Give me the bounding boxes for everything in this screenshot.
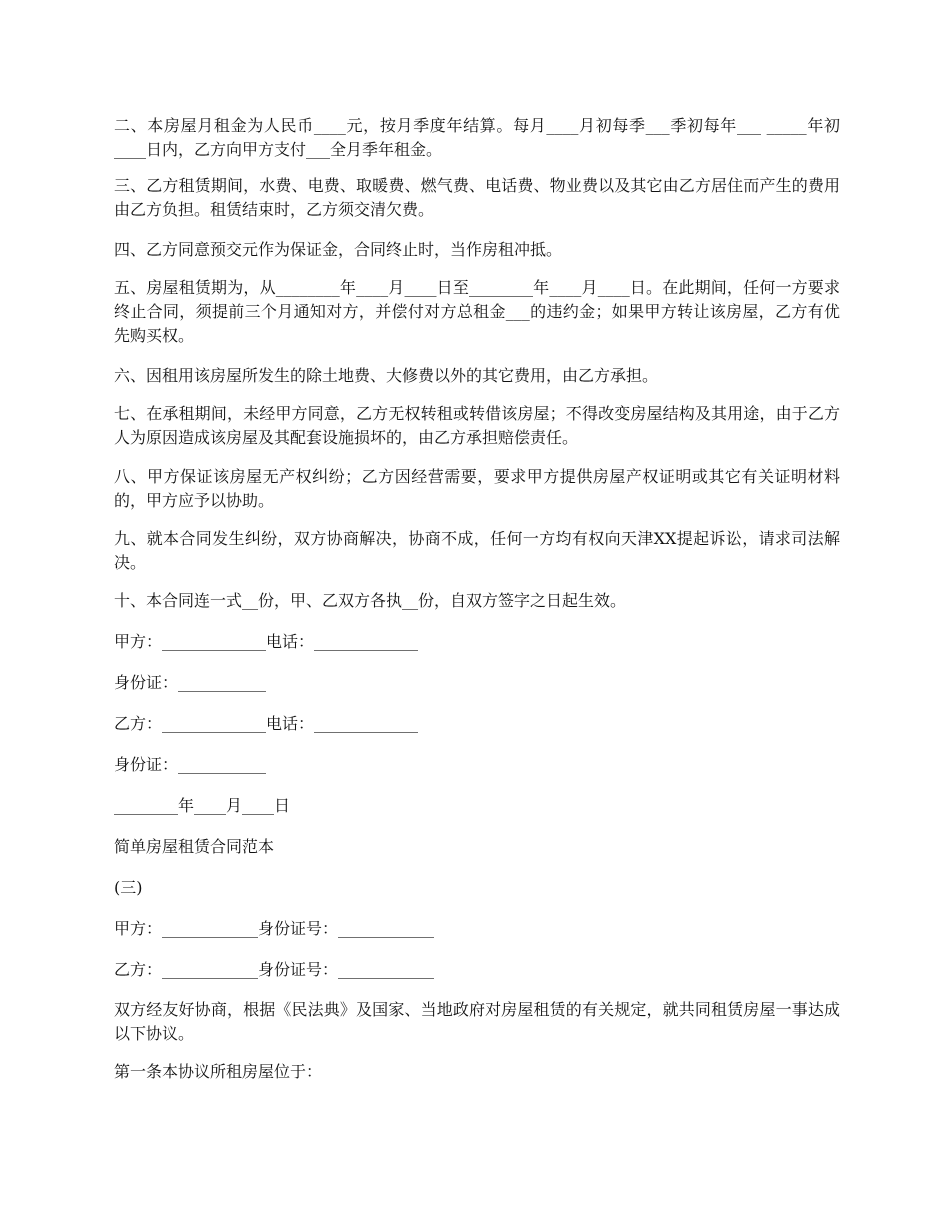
party-b-signature-line: 乙方：_____________电话：_____________: [114, 714, 419, 733]
party-b-id-line: 身份证：___________: [114, 755, 267, 774]
party-b-id-number-line: 乙方：____________身份证号：____________: [114, 960, 435, 979]
article-1-location: 第一条本协议所租房屋位于：: [114, 1062, 323, 1081]
date-line: ________年____月____日: [114, 796, 291, 815]
party-a-signature-line: 甲方：_____________电话：_____________: [114, 632, 419, 651]
clause-8-title: 八、甲方保证该房屋无产权纠纷；乙方因经营需要，要求甲方提供房屋产权证明或其它有关证明材料的，甲方应予以协助。: [114, 467, 840, 510]
clause-5-term: 五、房屋租赁期为，从________年____月____日至________年____月____日。在此期间，任何一方要求终止合同，须提前三个月通知对方，并偿付对方总租金___的违约金；如果甲方转让该房屋，乙方有优先购买权。: [114, 278, 840, 345]
section-number: (三): [114, 878, 143, 897]
clause-9-disputes: 九、就本合同发生纠纷，双方协商解决，协商不成，任何一方均有权向天津XX提起诉讼，请求司法解决。: [114, 529, 840, 572]
clause-6-costs: 六、因租用该房屋所发生的除土地费、大修费以外的其它费用，由乙方承担。: [114, 366, 659, 385]
clause-2-rent: 二、本房屋月租金为人民币____元，按月季度年结算。每月____月初每季___季初每年___ _____年初____日内，乙方向甲方支付___全月季年租金。: [114, 116, 840, 159]
section-title: 简单房屋租赁合同范本: [114, 837, 275, 856]
agreement-preamble: 双方经友好协商，根据《民法典》及国家、当地政府对房屋租赁的有关规定，就共同租赁房屋一事达成以下协议。: [114, 1000, 840, 1043]
clause-4-deposit: 四、乙方同意预交元作为保证金，合同终止时，当作房租冲抵。: [114, 240, 563, 259]
clause-10-copies: 十、本合同连一式__份，甲、乙双方各执__份，自双方签字之日起生效。: [114, 591, 627, 610]
party-a-id-line: 身份证：___________: [114, 673, 267, 692]
clause-7-sublease: 七、在承租期间，未经甲方同意，乙方无权转租或转借该房屋；不得改变房屋结构及其用途，由于乙方人为原因造成该房屋及其配套设施损坏的，由乙方承担赔偿责任。: [114, 404, 840, 447]
party-a-id-number-line: 甲方：____________身份证号：____________: [114, 919, 435, 938]
clause-3-utilities: 三、乙方租赁期间，水费、电费、取暖费、燃气费、电话费、物业费以及其它由乙方居住而产生的费用由乙方负担。租赁结束时，乙方须交清欠费。: [114, 176, 840, 219]
